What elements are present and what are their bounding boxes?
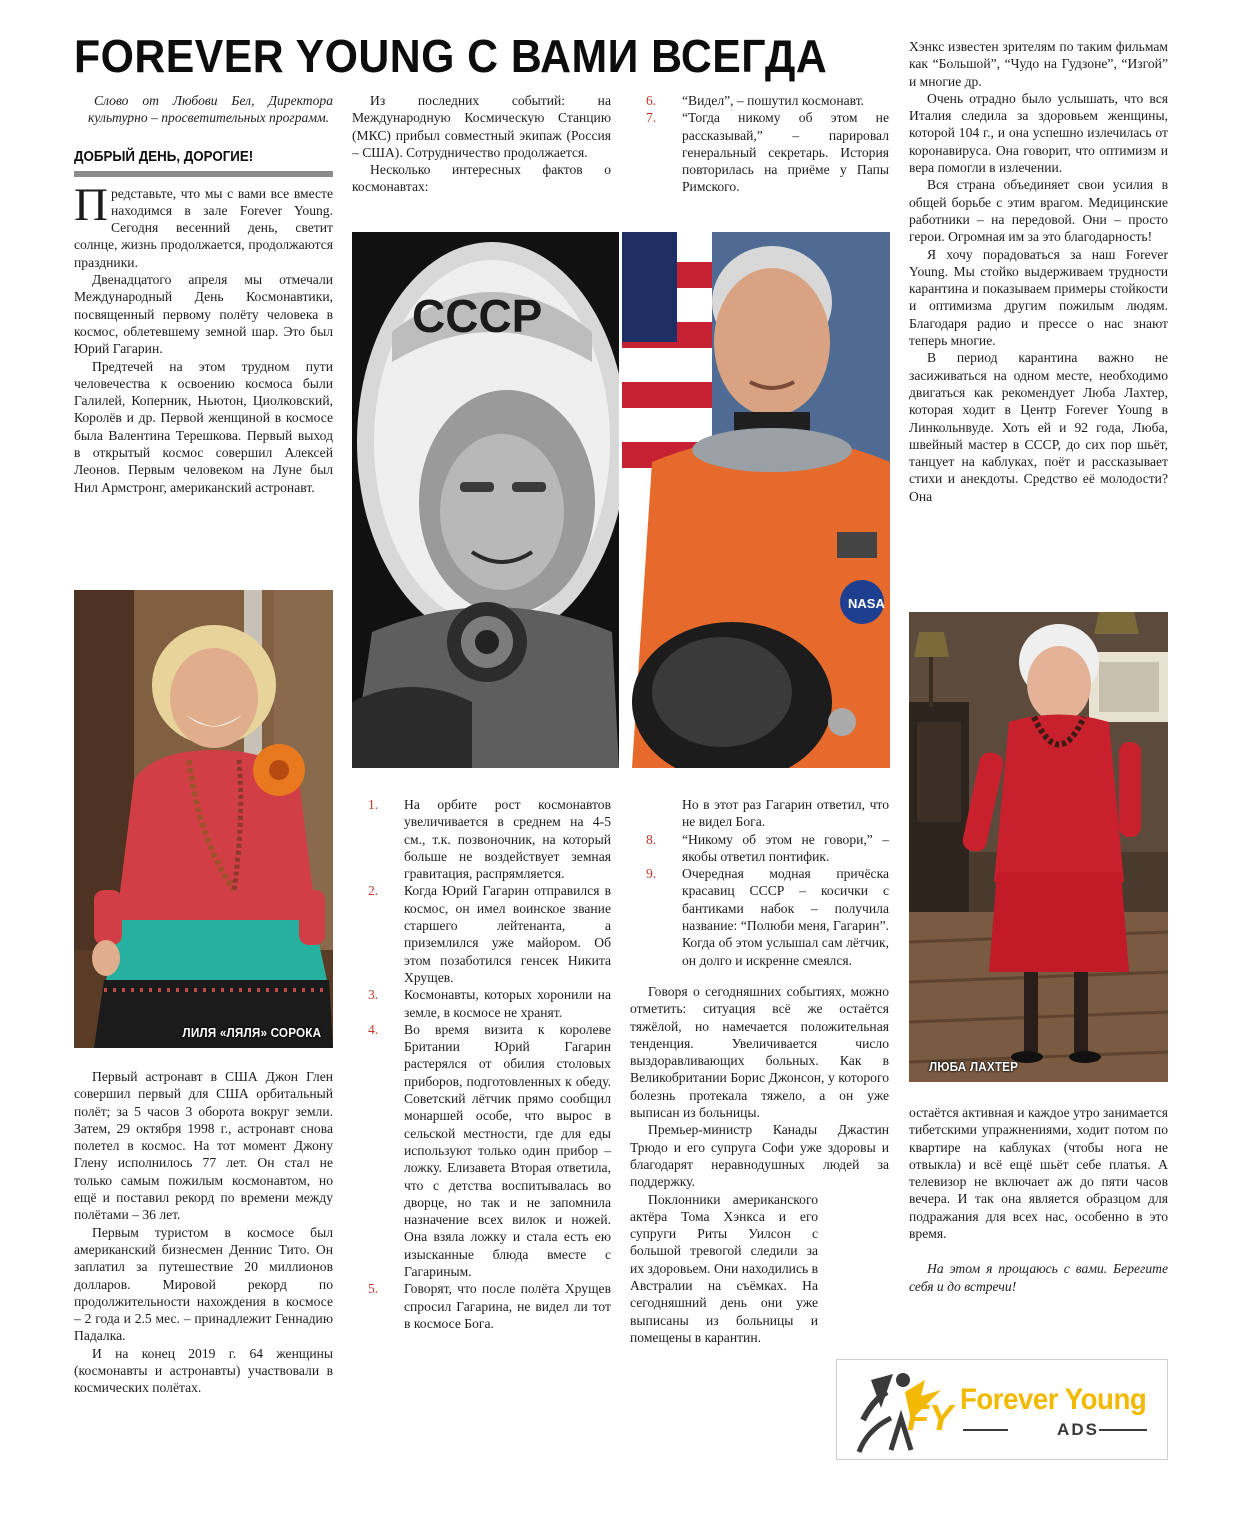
facts-list bbox=[352, 796, 611, 1332]
photo-caption: ЛЮБА ЛАХТЕР bbox=[929, 1059, 1019, 1074]
photo-lilya-soroka bbox=[74, 590, 333, 1048]
fy-monogram-icon bbox=[841, 1360, 961, 1459]
column-4-lower bbox=[909, 1104, 1168, 1295]
paragraph: Поклонники американского актёра Тома Хэнкса и его супруги Риты Уилсон с большой тревогой следили за их здоровьем. Они находились в Австралии на съёмках. На сегодняшний день они уже выписаны из больницы и помещены в карантин. bbox=[630, 1191, 819, 1345]
logo-sub: ADS bbox=[1057, 1420, 1099, 1439]
paragraph: Я хочу порадоваться за наш Forever Young. Мы стойко выдерживаем трудности карантина и показываем примеры стойкости и оптимизма другим пожилым людям. Благодаря радио и прессе о нас знают теперь многие. bbox=[909, 246, 1168, 349]
heading-rule bbox=[74, 171, 333, 177]
paragraph: Несколько интересных фактов о космонавтах: bbox=[352, 162, 611, 195]
column-1-lower bbox=[74, 1068, 333, 1397]
list-item: 5. Говорят, что после полёта Хрущев спросил Гагарина, не видел ли тот в космосе Бога. bbox=[368, 1281, 611, 1331]
column-1 bbox=[74, 92, 333, 496]
column-2-list bbox=[352, 796, 611, 1332]
paragraph: Хэнкс известен зрителям по таким фильмам как “Большой”, “Чудо на Гудзоне”, “Изгой” и многие др. bbox=[909, 39, 1168, 89]
photo-lyuba-lakhter bbox=[909, 612, 1168, 1082]
forever-young-ads-logo bbox=[836, 1359, 1168, 1460]
photo-caption: ЛИЛЯ «ЛЯЛЯ» СОРОКА bbox=[182, 1025, 321, 1040]
paragraph: Предтечей на этом трудном пути человечества к освоению космоса были Галилей, Коперник, Ньютон, Циолковский, Королёв и др. Первой женщиной в космосе была Валентина Терешкова. Первый выход в открытый космос совершил Алексей Леонов. Первым человеком на Луне был Нил Армстронг, американский астронавт. bbox=[74, 358, 333, 495]
drop-cap: П bbox=[74, 178, 108, 231]
paragraph: Вся страна объединяет свои усилия в общей борьбе с этим врагом. Медицинские работники – на передовой. Они – просто герои. Огромная им за это благодарность! bbox=[909, 177, 1168, 245]
photo-john-glenn bbox=[622, 232, 890, 768]
logo-divider bbox=[1099, 1429, 1147, 1431]
svg-text:NASA: NASA bbox=[848, 596, 885, 611]
list-item: 9. Очередная модная причёска красавиц СССР – косички с бантиками набок – получила название: “Полюби меня, Гагарин”. Когда об этом услышал сам лётчик, он долго и искренне смеялся. bbox=[646, 866, 889, 968]
greeting-heading: ДОБРЫЙ ДЕНЬ, ДОРОГИЕ! bbox=[74, 148, 254, 165]
facts-list bbox=[630, 92, 889, 196]
facts-list bbox=[630, 796, 889, 969]
list-item: 7. “Тогда никому об этом не рассказывай,” – парировал генеральный секретарь. История повторилась на приёме у Папы Римского. bbox=[646, 110, 889, 195]
paragraph: Очень отрадно было услышать, что вся Италия следила за здоровьем женщины, которой 104 г., и она успешно излечилась от коронавируса. Она говорит, что оптимизм и вера помогли в излечении. bbox=[909, 90, 1168, 176]
list-item: 3. Космонавты, которых хоронили на земле, в космосе не хранят. bbox=[368, 987, 611, 1020]
paragraph: Первым туристом в космосе был американский бизнесмен Деннис Тито. Он заплатил за путешествие 20 миллионов долларов. Мировой рекорд по продолжительности нахождения в космосе – 2 года и 2.5 мес. – принадлежит Геннадию Падалка. bbox=[74, 1224, 333, 1344]
paragraph: Представьте, что мы с вами все вместе находимся в зале Forever Young. Сегодня весенний день, светит солнце, жизнь продолжается, продолжаются праздники. bbox=[74, 178, 333, 270]
list-item: 4. Во время визита к королеве Британии Юрий Гагарин растерялся от обилия столовых приборов, подготовленных к обеду. Советский лётчик прямо сообщил монаршей особе, что вырос в сельской местности, где для еды используют только один прибор – ложку. Елизавета Вторая ответила, что с детства воспитывалась во дворце, но так и не запомнила назначение всех вилок и ножей. Она взяла ложку и стала есть ею изысканные блюда вместе с Гагариным. bbox=[368, 1021, 611, 1280]
list-continuation: Но в этот раз Гагарин ответил, что не видел Бога. bbox=[682, 797, 889, 830]
logo-brand: Forever Young bbox=[960, 1383, 1147, 1416]
paragraph: Говоря о сегодняшних событиях, можно отметить: ситуация всё же остаётся тяжёлой, но намечается положительная тенденция. Увеличивается число выздоравливающих больных. Как в Великобритании Борис Джонсон, у которого болезнь протекала тяжело, а он уже выписан из больницы. bbox=[630, 983, 889, 1121]
list-item: 2. Когда Юрий Гагарин отправился в космос, он имел воинское звание старшего лейтенанта, а приземлился уже майором. Об этом позаботился генсек Никита Хрущев. bbox=[368, 883, 611, 985]
paragraph: И на конец 2019 г. 64 женщины (космонавты и астронавты) участвовали в космических полётах. bbox=[74, 1345, 333, 1396]
paragraph: Первый астронавт в США Джон Глен совершил первый для США орбитальный полёт; за 5 часов 3 оборота вокруг земли. Затем, 29 октября 1998 г., астронавт снова полетел в космос. На тот момент Джону Глену исполнилось 77 лет. Он стал не только самым пожилым космонавтом, но ещё и поставил рекорд по времени между полётами – 36 лет. bbox=[74, 1069, 333, 1223]
svg-text:СССР: СССР bbox=[412, 290, 543, 342]
list-item: 8. “Никому об этом не говори,” – якобы ответил понтифик. bbox=[646, 831, 889, 864]
column-4 bbox=[909, 38, 1168, 505]
paragraph: Двенадцатого апреля мы отмечали Международный День Космонавтики, посвященный первому полёту человека в космос, облетевшему земной шар. Это был Юрий Гагарин. bbox=[74, 272, 333, 357]
paragraph: Премьер-министр Канады Джастин Трюдо и его супруга Софи уже здоровы и благодарят неравнодушных людей за поддержку. bbox=[630, 1122, 889, 1190]
photo-gagarin bbox=[352, 232, 619, 768]
paragraph: В период карантина важно не засиживаться на одном месте, необходимо двигаться как рекомендует Люба Лахтер, которая ходит в Центр Forever Young в Линкольнвуде. Хоть ей и 92 года, Люба, швейный мастер в СССР, до сих пор шьёт, танцует на каблуках, поёт и рассказывает стихи и анекдоты. Средство её молодости? Она bbox=[909, 350, 1168, 504]
column-3-lower bbox=[630, 796, 889, 1346]
headline: FOREVER YOUNG С ВАМИ ВСЕГДА bbox=[74, 30, 828, 82]
list-item: 1. На орбите рост космонавтов увеличивается в среднем на 4-5 см., т.к. позвоночник, на который больше не воздействует земная гравитация, распрямляется. bbox=[368, 797, 611, 882]
column-3-top bbox=[630, 92, 889, 196]
paragraph: Из последних событий: на Международную Космическую Станцию (МКС) прибыл совместный экипаж (Россия – США). Сотрудничество продолжается. bbox=[352, 93, 611, 160]
column-2-top bbox=[352, 92, 611, 196]
logo-divider bbox=[963, 1429, 1008, 1431]
closing-text: На этом я прощаюсь с вами. Берегите себя и до встречи! bbox=[909, 1261, 1168, 1294]
intro-text: Слово от Любови Бел, Директора культурно – просветительных программ. bbox=[88, 93, 333, 126]
list-item: 6. “Видел”, – пошутил космонавт. bbox=[646, 93, 865, 108]
svg-text:FY: FY bbox=[907, 1397, 954, 1438]
paragraph: остаётся активная и каждое утро занимается тибетскими упражнениями, ходит потом по квартире на каблуках (чтобы нога не отвыкла) и всё ещё шьёт себе платья. А телевизор не включает аж до пяти часов вечера. И так она является образцом для подражания для всех нас, особенно в это время. bbox=[909, 1105, 1168, 1242]
